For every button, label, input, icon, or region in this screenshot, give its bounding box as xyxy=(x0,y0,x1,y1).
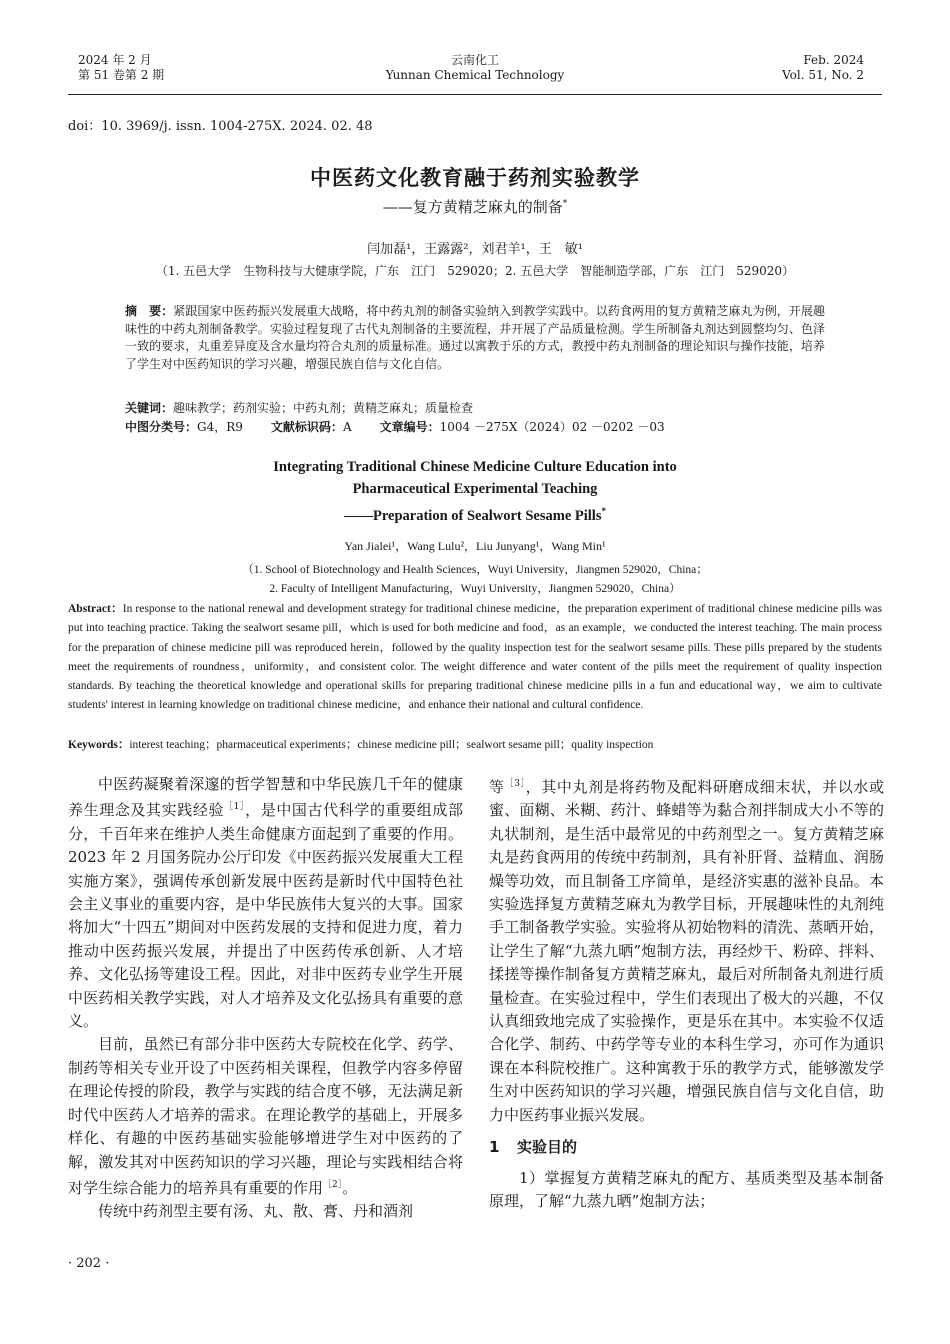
header-volume: 第 51 卷第 2 期 xyxy=(78,68,165,82)
body-column-left xyxy=(68,773,463,1224)
keywords-en-label: Keywords： xyxy=(68,739,130,751)
paragraph-continued: 等$^{[3]}$，其中丸剂是将药物及配料研磨成细末状，并以水或蜜、面糊、米糊、药汁、蜂蜡等为黏合剂拌制成大小不等的丸状制剂，是生活中最常见的中药剂型之一。复方黄精芝麻丸是药食两用的传统中药制剂，具有补肝肾、益精血、润肠燥等功效，而且制备工序简单，是经济实惠的滋补良品。本实验选择复方黄精芝麻丸为教学目标，开展趣味性的丸剂纯手工制备教学实验。实验将从初始物料的清洗、蒸晒开始，让学生了解“九蒸九晒”炮制方法，再经炒干、粉碎、拌料、揉搓等操作制备复方黄精芝麻丸，最后对所制备丸剂进行质量检查。在实验过程中，学生们表现出了极大的兴趣，不仅认真细致地完成了实验操作，更是乐在其中。本实验不仅适合化学、制药、中药学等专业的本科生学习，亦可作为通识课在本科院校推广。这种寓教于乐的教学方式，能够激发学生对中医药知识的学习兴趣，增强民族自信与文化自信，助力中医药事业振兴发展。 xyxy=(489,778,884,1124)
keywords-cn-label: 关键词： xyxy=(125,401,174,415)
journal-name-en: Yunnan Chemical Technology xyxy=(385,68,565,82)
title-en-line3: ——Preparation of Sealwort Sesame Pills xyxy=(344,507,602,524)
paragraph: 传统中药剂型主要有汤、丸、散、膏、丹和酒剂 xyxy=(98,1202,414,1221)
abstract-cn xyxy=(125,303,825,373)
header-right xyxy=(782,53,864,83)
footnote-mark: * xyxy=(562,199,568,209)
header-left xyxy=(78,53,164,83)
subtitle-cn-text: ——复方黄精芝麻丸的制备 xyxy=(382,198,563,216)
abstract-en xyxy=(68,600,882,716)
journal-name-cn: 云南化工 xyxy=(450,53,499,67)
keywords-en-text: interest teaching；pharmaceutical experiments；chinese medicine pill；sealwort sesame pill；quality inspection xyxy=(129,739,654,751)
affiliation-cn: （1. 五邑大学 生物科技与大健康学院，广东 江门 529020；2. 五邑大学 智能制造学部，广东 江门 529020） xyxy=(155,264,795,278)
section-title: 实验目的 xyxy=(517,1138,578,1157)
header-rule xyxy=(68,94,882,95)
citation: ［1］ xyxy=(224,802,246,813)
clc-label: 中图分类号： xyxy=(125,420,198,434)
classification-line xyxy=(125,419,825,437)
keywords-cn xyxy=(125,400,825,418)
abstract-en-label: Abstract： xyxy=(68,603,123,615)
affiliation-en-line1: （1. School of Biotechnology and Health Sciences，Wuyi University，Jiangmen 529020，China； xyxy=(242,564,708,576)
keywords-cn-text: 趣味教学；药剂实验；中药丸剂；黄精芝麻丸；质量检查 xyxy=(173,401,474,415)
body-column-right xyxy=(489,773,884,1213)
list-item: 1）掌握复方黄精芝麻丸的配方、基质类型及基本制备原理，了解“九蒸九晒”炮制方法； xyxy=(489,1168,884,1210)
subtitle-cn xyxy=(0,196,950,217)
page-number: · 202 · xyxy=(68,1256,110,1271)
abstract-en-text: In response to the national renewal and development strategy for traditional chinese medicine，the preparation experiment of traditional chinese medicine pills was put into teaching practice. Taking the sealwort sesame pill，which is used for both medicine and food，as an example，we conducted the interest teaching. The main process for the preparation of chinese medicine pill was reproduced herein，followed by the quality inspection test for the sealwort sesame pills. These pills prepared by the students meet the requirements of roundness，uniformity，and consistent color. The weight difference and water content of the pills meet the requirement of quality inspection standards. By teaching the theoretical knowledge and operational skills for preparing traditional chinese medicine pills in a fun and educational way，we aim to cultivate students' interest in learning knowledge on traditional chinese medicine，and enhance their national and cultural confidence. xyxy=(68,603,882,712)
citation: ［2］ xyxy=(323,1179,343,1190)
footnote-mark-en: * xyxy=(601,506,606,516)
affiliation-en-line2: 2. Faculty of Intelligent Manufacturing，Wuyi University，Jiangmen 529020，China） xyxy=(269,583,681,595)
title-cn: 中医药文化教育融于药剂实验教学 xyxy=(310,166,640,190)
header-center xyxy=(330,53,620,83)
section-number: 1 xyxy=(489,1138,500,1157)
paragraph: 目前，虽然已有部分非中医药大专院校在化学、药学、制药等相关专业开设了中医药相关课程，但教学内容多停留在理论传授的阶段，教学与实践的结合度不够，无法满足新时代中医药人才培养的需求。在理论教学的基础上，开展多样化、有趣的中医药基础实验能够增进学生对中医药的了解，激发其对中医药知识的学习兴趣，理论与实践相结合将对学生综合能力的培养具有重要的作用$^{[2]}$。 xyxy=(68,1035,463,1197)
section-heading xyxy=(489,1136,884,1159)
clc-value: G4，R9 xyxy=(197,420,243,434)
article-no-label: 文章编号： xyxy=(379,420,440,434)
authors-cn: 闫加磊¹，王露露²，刘君羊¹，王 敏¹ xyxy=(367,242,583,257)
citation: ［3］ xyxy=(504,779,526,789)
paragraph: 中医药凝聚着深邃的哲学智慧和中华民族几千年的健康养生理念及其实践经验$^{[1]}$，是中国古代科学的重要组成部分，千百年来在维护人类生命健康方面起到了重要的作用。2023 年 2 月国务院办公厅印发《中医药振兴发展重大工程实施方案》，强调传承创新发展中医药是新时代中国特色社会主义事业的重要内容，是中华民族伟大复兴的大事。国家将加大“十四五”期间对中医药发展的支持和促进力度，着力推动中医药振兴发展，并提出了中医药传承创新、人才培养、文化弘扬等建设工程。因此，对非中医药专业学生开展中医药相关教学实践，对人才培养及文化弘扬具有重要的意义。 xyxy=(68,775,463,1031)
keywords-en xyxy=(68,736,882,752)
doc-code-value: A xyxy=(342,420,352,434)
title-en-line1: Integrating Traditional Chinese Medicine Culture Education into xyxy=(273,459,677,475)
affiliation-en xyxy=(0,561,950,599)
doc-code-label: 文献标识码： xyxy=(270,420,343,434)
authors-en: Yan Jialei¹，Wang Lulu²，Liu Junyang¹，Wang Min¹ xyxy=(344,539,606,553)
title-en-line2: Pharmaceutical Experimental Teaching xyxy=(352,481,598,497)
abstract-cn-text: 紧跟国家中医药振兴发展重大战略，将中药丸剂的制备实验纳入到教学实践中。以药食两用的复方黄精芝麻丸为例，开展趣味性的中药丸剂制备教学。实验过程复现了古代丸剂制备的主要流程，并开展了产品质量检测。学生所制备丸剂达到圆整均匀、色泽一致的要求，丸重差异度及含水量均符合丸剂的质量标准。通过以寓教于乐的方式，教授中药丸剂制备的理论知识与操作技能，培养了学生对中医药知识的学习兴趣，增强民族自信与文化自信。 xyxy=(125,304,825,371)
doi: doi：10. 3969/j. issn. 1004-275X. 2024. 02. 48 xyxy=(68,119,373,134)
title-en-line3-wrap xyxy=(0,500,950,527)
header-volume-en: Vol. 51, No. 2 xyxy=(782,68,864,82)
title-en xyxy=(0,456,950,527)
header-date-en: Feb. 2024 xyxy=(803,53,864,67)
abstract-cn-label: 摘 要： xyxy=(125,304,174,318)
header-date: 2024 年 2 月 xyxy=(78,53,152,67)
article-no-value: 1004 －275X（2024）02 －0202 －03 xyxy=(439,420,665,434)
